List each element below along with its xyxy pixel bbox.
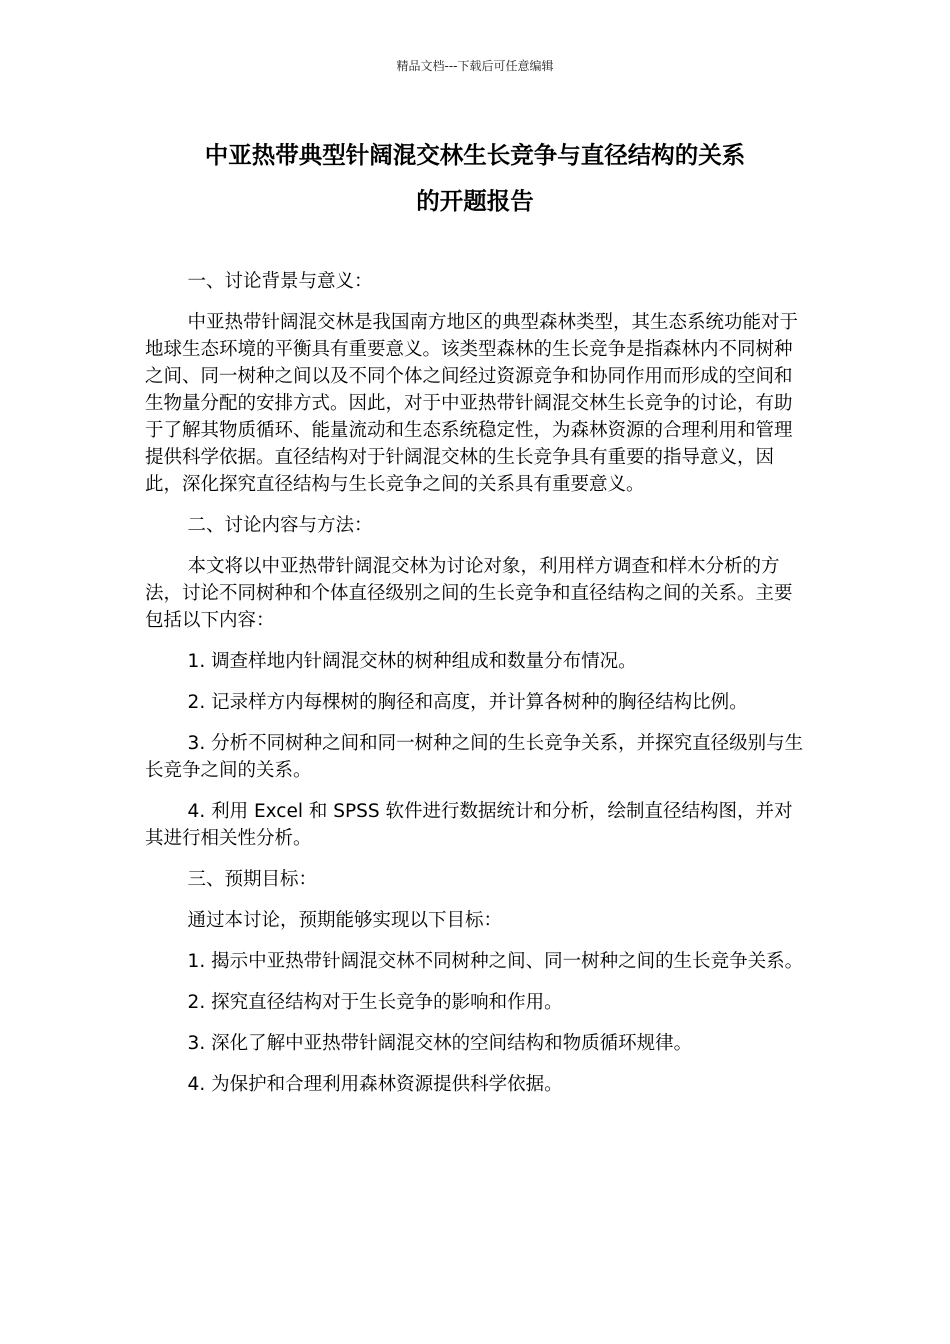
list-item-goal-2: 2. 探究直径结构对于生长竞争的影响和作用。 — [187, 992, 563, 1013]
paragraph-goals-intro: 通过本讨论，预期能够实现以下目标： — [187, 910, 503, 931]
document-body — [145, 268, 810, 1112]
list-item-goal-4: 4. 为保护和合理利用森林资源提供科学依据。 — [187, 1074, 563, 1095]
document-title — [140, 132, 810, 224]
header-note: 精品文档---下载后可任意编辑 — [396, 59, 554, 73]
section-heading-background: 一、讨论背景与意义： — [187, 271, 373, 292]
list-item-goal-1: 1. 揭示中亚热带针阔混交林不同树种之间、同一树种之间的生长竞争关系。 — [187, 951, 804, 972]
title-line-2: 的开题报告 — [416, 187, 534, 215]
section-heading-goals: 三、预期目标： — [187, 869, 318, 890]
list-item-method-3: 3. 分析不同树种之间和同一树种之间的生长竞争关系，并探究直径级别与生长竞争之间的关系。 — [145, 733, 804, 781]
title-line-1: 中亚热带典型针阔混交林生长竞争与直径结构的关系 — [204, 141, 746, 169]
list-item-method-2: 2. 记录样方内每棵树的胸径和高度，并计算各树种的胸径结构比例。 — [187, 692, 748, 713]
list-item-goal-3: 3. 深化了解中亚热带针阔混交林的空间结构和物质循环规律。 — [187, 1033, 693, 1054]
paragraph-background: 中亚热带针阔混交林是我国南方地区的典型森林类型，其生态系统功能对于地球生态环境的平衡具有重要意义。该类型森林的生长竞争是指森林内不同树种之间、同一树种之间以及不同个体之间经过资源竞争和协同作用而形成的空间和生物量分配的安排方式。因此，对于中亚热带针阔混交林生长竞争的讨论，有助于了解其物质循环、能量流动和生态系统稳定性，为森林资源的合理利用和管理提供科学依据。直径结构对于针阔混交林的生长竞争具有重要的指导意义，因此，深化探究直径结构与生长竞争之间的关系具有重要意义。 — [145, 312, 799, 495]
list-item-method-4: 4. 利用 Excel 和 SPSS 软件进行数据统计和分析，绘制直径结构图，并对其进行相关性分析。 — [145, 801, 793, 849]
paragraph-methods-intro: 本文将以中亚热带针阔混交林为讨论对象，利用样方调查和样木分析的方法，讨论不同树种和个体直径级别之间的生长竞争和直径结构之间的关系。主要包括以下内容： — [145, 556, 793, 631]
list-item-method-1: 1. 调查样地内针阔混交林的树种组成和数量分布情况。 — [187, 651, 637, 672]
section-heading-methods: 二、讨论内容与方法： — [187, 515, 373, 536]
